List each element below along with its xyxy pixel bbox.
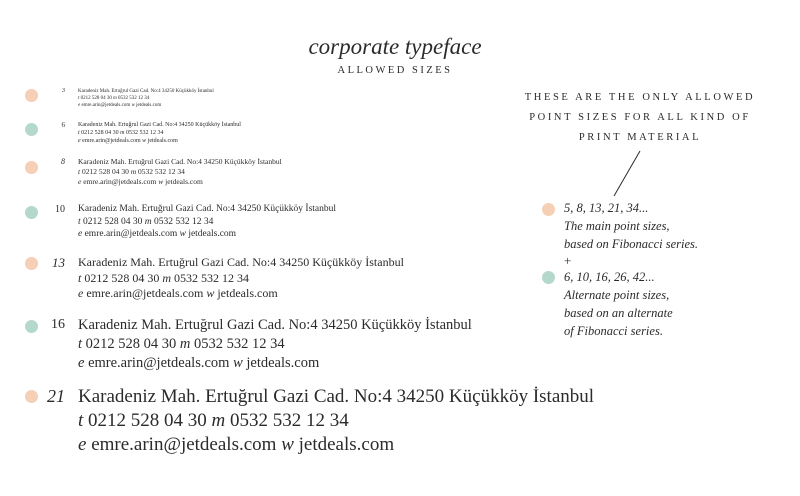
mint-dot bbox=[25, 123, 38, 136]
contact-line: e emre.arin@jetdeals.com w jetdeals.com bbox=[78, 434, 395, 455]
phone-line: t 0212 528 04 30 m 0532 532 12 34 bbox=[78, 216, 214, 227]
address-block bbox=[78, 385, 594, 457]
mint-dot bbox=[25, 320, 38, 333]
mint-dot bbox=[25, 206, 38, 219]
contact-line: e emre.arin@jetdeals.com w jetdeals.com bbox=[78, 355, 320, 371]
peach-dot bbox=[25, 161, 38, 174]
address-block bbox=[78, 203, 336, 241]
peach-dot bbox=[25, 89, 38, 102]
alt-sizes: 6, 10, 16, 26, 42... bbox=[564, 270, 655, 284]
address-block bbox=[78, 88, 214, 109]
phone-line: t 0212 528 04 30 m 0532 532 12 34 bbox=[78, 167, 185, 176]
address-block bbox=[78, 255, 404, 302]
contact-line: e emre.arin@jetdeals.com w jetdeals.com bbox=[78, 103, 162, 108]
point-size-label: 6 bbox=[61, 121, 65, 129]
alt-desc-line-3: of Fibonacci series. bbox=[564, 324, 663, 338]
address-line: Karadeniz Mah. Ertuğrul Gazi Cad. No:4 34250 Küçükköy İstanbul bbox=[78, 386, 595, 407]
phone-line: t 0212 528 04 30 m 0532 532 12 34 bbox=[78, 96, 150, 101]
peach-dot bbox=[25, 390, 38, 403]
main-sizes: 5, 8, 13, 21, 34... bbox=[564, 201, 649, 215]
phone-line: t 0212 528 04 30 m 0532 532 12 34 bbox=[78, 336, 285, 352]
address-line: Karadeniz Mah. Ertuğrul Gazi Cad. No:4 34250 Küçükköy İstanbul bbox=[78, 89, 214, 94]
pointer-line bbox=[612, 150, 642, 198]
contact-line: e emre.arin@jetdeals.com w jetdeals.com bbox=[78, 286, 278, 300]
peach-dot bbox=[542, 203, 555, 216]
point-size-label: 8 bbox=[61, 157, 65, 166]
main-desc-line-2: based on Fibonacci series. bbox=[564, 237, 699, 251]
page-subtitle: ALLOWED SIZES bbox=[337, 65, 453, 76]
phone-line: t 0212 528 04 30 m 0532 532 12 34 bbox=[78, 410, 349, 431]
phone-line: t 0212 528 04 30 m 0532 532 12 34 bbox=[78, 130, 164, 136]
contact-line: e emre.arin@jetdeals.com w jetdeals.com bbox=[78, 229, 237, 239]
alt-desc-line-1: Alternate point sizes, bbox=[564, 288, 670, 302]
allowed-sizes-note: THESE ARE THE ONLY ALLOWED POINT SIZES FOR ALL KIND OF PRINT MATERIAL bbox=[524, 92, 756, 143]
plus-sign: + bbox=[564, 253, 572, 268]
contact-line: e emre.arin@jetdeals.com w jetdeals.com bbox=[78, 138, 178, 144]
address-line: Karadeniz Mah. Ertuğrul Gazi Cad. No:4 34250 Küçükköy İstanbul bbox=[78, 157, 282, 166]
point-size-label: 3 bbox=[62, 88, 65, 94]
main-desc-line-1: The main point sizes, bbox=[564, 219, 670, 233]
point-size-label: 13 bbox=[52, 255, 65, 270]
phone-line: t 0212 528 04 30 m 0532 532 12 34 bbox=[78, 270, 250, 285]
address-block bbox=[78, 157, 282, 187]
address-line: Karadeniz Mah. Ertuğrul Gazi Cad. No:4 34250 Küçükköy İstanbul bbox=[78, 255, 404, 269]
point-size-label: 16 bbox=[51, 317, 65, 332]
mint-dot bbox=[542, 271, 555, 284]
alt-desc-line-2: based on an alternate bbox=[564, 306, 673, 320]
peach-dot bbox=[25, 257, 38, 270]
page-title: corporate typeface bbox=[308, 34, 482, 59]
point-size-label: 10 bbox=[55, 204, 65, 215]
address-line: Karadeniz Mah. Ertuğrul Gazi Cad. No:4 34250 Küçükköy İstanbul bbox=[78, 204, 337, 214]
point-size-label: 21 bbox=[47, 386, 65, 406]
contact-line: e emre.arin@jetdeals.com w jetdeals.com bbox=[78, 177, 203, 186]
address-line: Karadeniz Mah. Ertuğrul Gazi Cad. No:4 34250 Küçükköy İstanbul bbox=[78, 122, 241, 128]
address-line: Karadeniz Mah. Ertuğrul Gazi Cad. No:4 34250 Küçükköy İstanbul bbox=[78, 317, 472, 333]
address-block bbox=[78, 121, 241, 145]
address-block bbox=[78, 316, 472, 373]
